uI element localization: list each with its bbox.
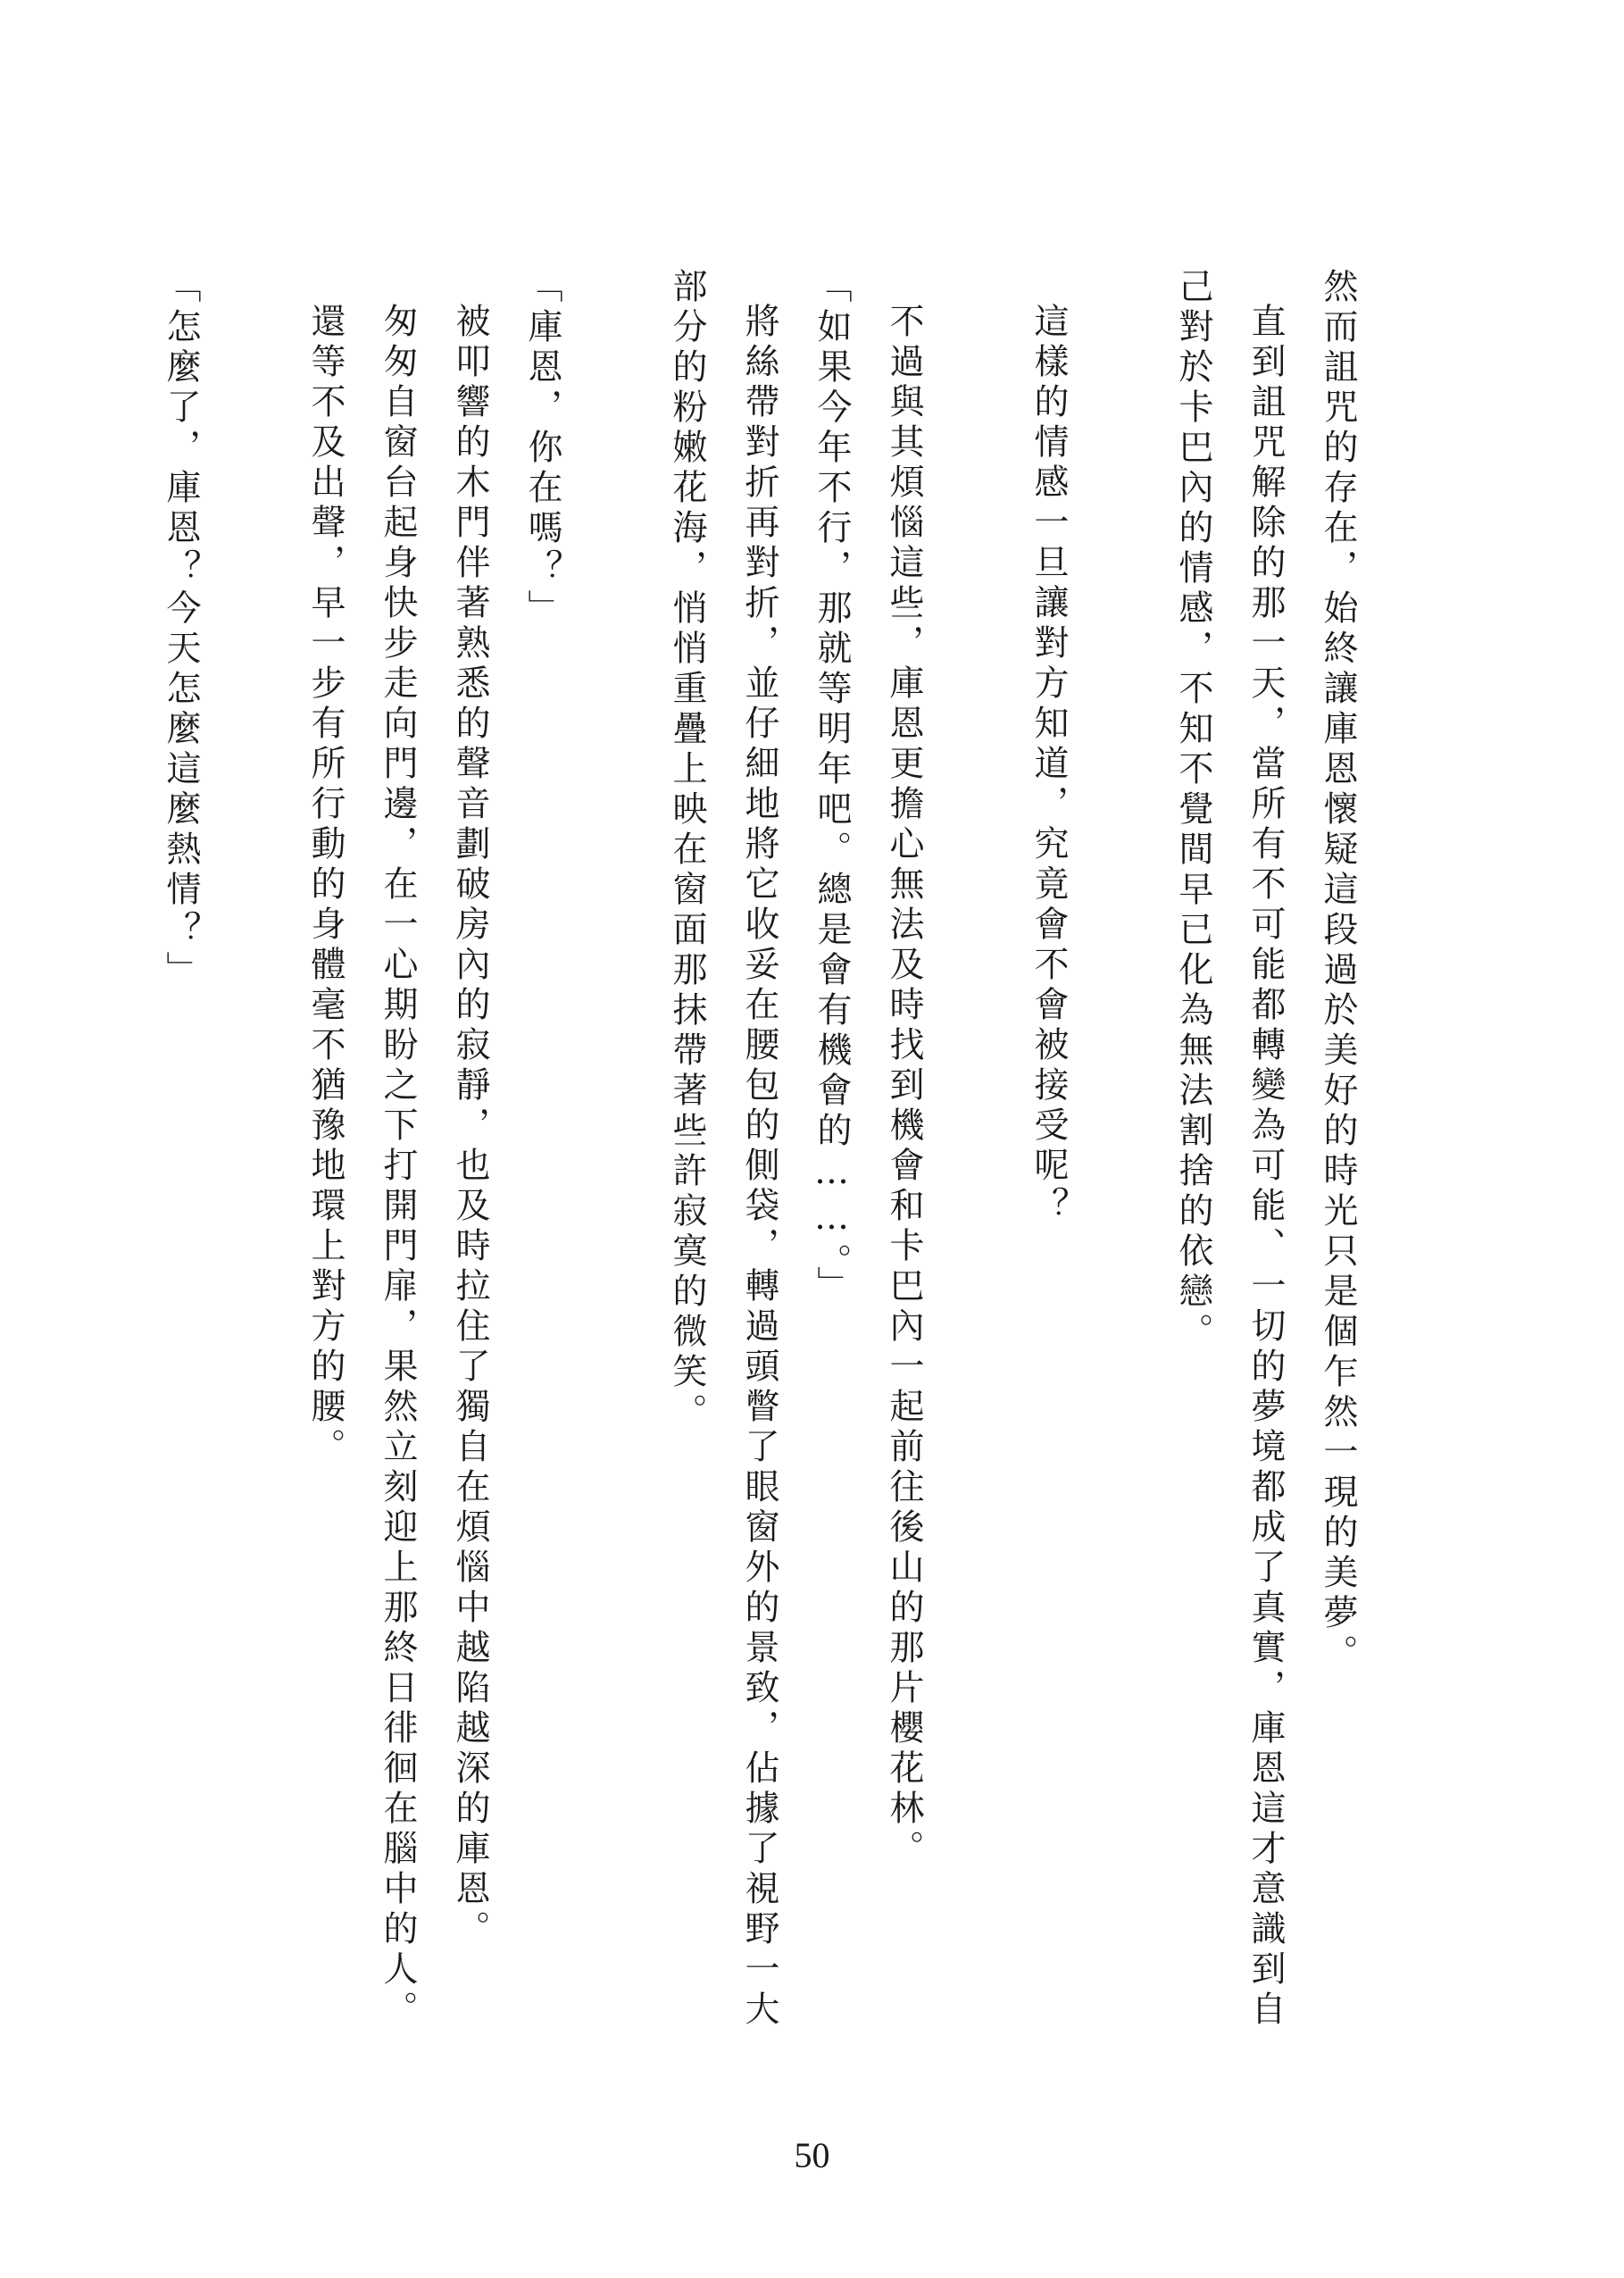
paragraph-9: 匆匆自窗台起身快步走向門邊，在一心期盼之下打開門扉，果然立刻迎上那終日徘徊在腦中的人。 <box>378 303 418 2031</box>
paragraph-8: 被叩響的木門伴著熟悉的聲音劃破房內的寂靜，也及時拉住了獨自在煩惱中越陷越深的庫恩。 <box>450 303 490 1950</box>
paragraph-1: 然而詛咒的存在，始終讓庫恩懷疑這段過於美好的時光只是個乍然一現的美夢。 <box>1318 268 1358 1674</box>
paragraph-11: 「怎麼了，庫恩？今天怎麼這麼熱情？」 <box>161 268 201 991</box>
paragraph-7: 「庫恩，你在嗎？」 <box>522 268 562 630</box>
paragraph-10: 還等不及出聲，早一步有所行動的身體毫不猶豫地環上對方的腰。 <box>305 303 346 1468</box>
paragraph-5: 「如果今年不行，那就等明年吧。總是會有機會的……。」 <box>812 268 852 1306</box>
paragraph-2: 直到詛咒解除的那一天，當所有不可能都轉變為可能、一切的夢境都成了真實，庫恩這才意識到自己對於卡巴內的情感，不知不覺間早已化為無法割捨的依戀。 <box>1173 268 1286 2031</box>
paragraph-3: 這樣的情感一旦讓對方知道，究竟會不會被接受呢？ <box>1029 303 1069 1227</box>
vertical-text-block <box>161 268 1374 2063</box>
paragraph-6: 將絲帶對折再對折，並仔細地將它收妥在腰包的側袋，轉過頭瞥了眼窗外的景致，佔據了視野一大部分的粉嫩花海，悄悄重疊上映在窗面那抹帶著些許寂寞的微笑。 <box>667 268 779 2031</box>
paragraph-4: 不過與其煩惱這些，庫恩更擔心無法及時找到機會和卡巴內一起前往後山的那片櫻花林。 <box>884 303 924 1870</box>
page-number: 50 <box>794 2135 830 2175</box>
